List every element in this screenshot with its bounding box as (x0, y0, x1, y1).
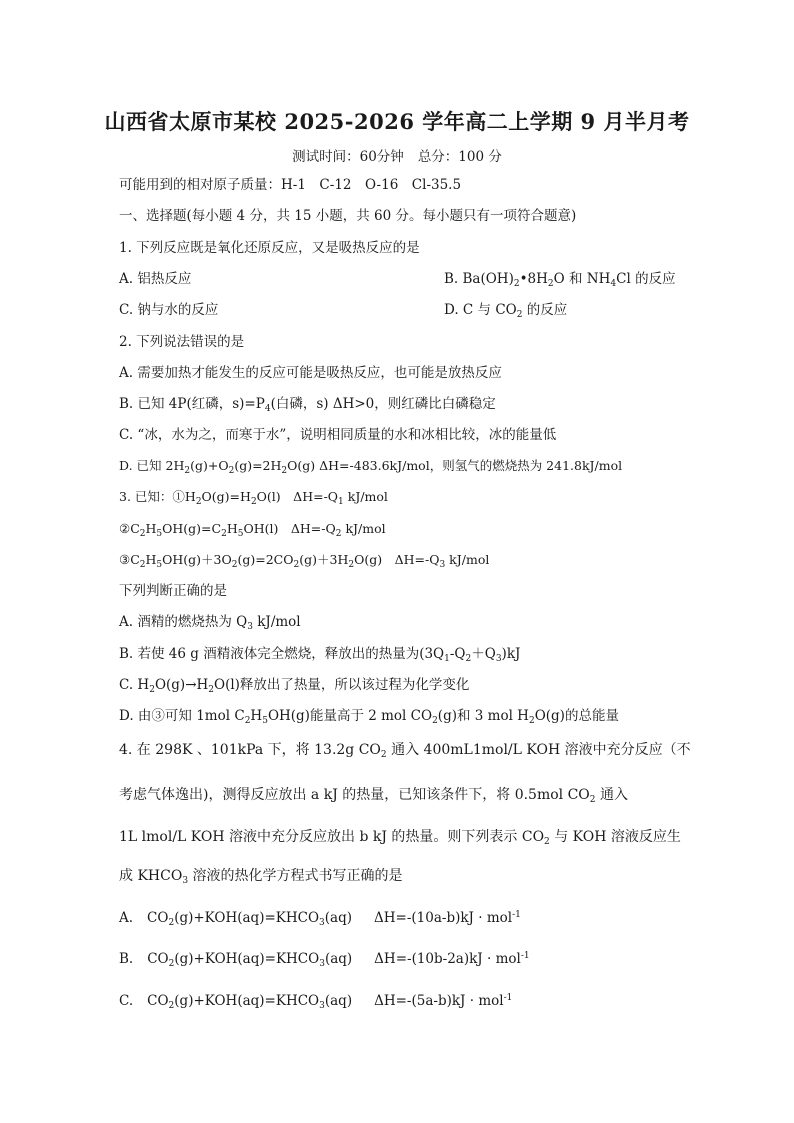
q3-option-a: A. 酒精的燃烧热为 $Q_3$ kJ/mol (119, 614, 301, 632)
q2-option-c: C. “冰，水为之，而寒于水”，说明相同质量的水和冰相比较，冰的能量低 (119, 427, 557, 443)
q3-option-d: D. 由③可知 1mol $C_2H_5OH(g)$能量高于 2 mol $CO_2(g)$和 3 mol $H_2O(g)$的总能量 (119, 708, 619, 726)
q2-option-a: A. 需要加热才能发生的反应可能是吸热反应，也可能是放热反应 (119, 365, 502, 381)
q1-option-a: A. 铝热反应 (119, 271, 192, 287)
atomic-masses: 可能用到的相对原子质量：H-1 C-12 O-16 Cl-35.5 (119, 177, 462, 193)
q2-option-b: B. 已知 4P(红磷，$s)=P_4$(白磷，s) ΔH>0，则红磷比白磷稳定 (119, 396, 496, 414)
score-label: 总分：100 分 (417, 149, 502, 165)
q3-given-1: 3. 已知：$①H_2O(g)=H_2O(l)$ $\Delta H=-Q_1$ kJ/mol (119, 489, 388, 507)
q3-stem: 下列判断正确的是 (119, 583, 227, 599)
time-label: 测试时间：60分钟 (292, 149, 404, 165)
q4-option-a: A. $CO_2(g)+KOH(aq)=KHCO_3(aq) \Delta H=-(10a-b)kJ \cdot mol^{-1}$ (119, 910, 521, 928)
exam-title: 山西省太原市某校 2025-2026 学年高二上学期 9 月半月考 (104, 109, 690, 134)
q1-option-c: C. 钠与水的反应 (119, 302, 219, 318)
q4-stem-line-4: 成 $KHCO_3$ 溶液的热化学方程式书写正确的是 (119, 868, 403, 886)
q3-given-2: $②C_2H_5OH(g)=C_2H_5OH(l)$ $\Delta H=-Q_2$ kJ/mol (119, 521, 386, 539)
q4-stem-line-1: 4. 在 298K 、101kPa 下，将 13.2g $CO_2$ 通入 400mL1mol/L KOH 溶液中充分反应（不 (119, 742, 691, 760)
q4-stem-line-2: 考虑气体逸出)，测得反应放出 a kJ 的热量，已知该条件下，将 0.5mol $CO_2$ 通入 (119, 787, 628, 805)
q3-option-b: B. 若使 46 g 酒精液体完全燃烧，释放出的热量为$(3Q_1-Q_2+Q_3)kJ$ (119, 646, 521, 664)
q2-stem: 2. 下列说法错误的是 (119, 334, 245, 350)
exam-info (0, 145, 794, 165)
q4-option-c: C. $CO_2(g)+KOH(aq)=KHCO_3(aq) \Delta H=-(5a-b)kJ \cdot mol^{-1}$ (119, 993, 513, 1011)
q1-option-d: D. C 与 $CO_2$ 的反应 (444, 302, 568, 320)
section-heading: 一、选择题(每小题 4 分，共 15 小题，共 60 分。每小题只有一项符合题意) (119, 208, 577, 224)
q1-option-b: B. $Ba(OH)_2•8H_2O$ 和 $NH_4Cl$ 的反应 (444, 271, 676, 289)
q3-option-c: C. $H_2O(g)\to H_2O(l)$释放出了热量，所以该过程为化学变化 (119, 677, 470, 695)
q4-option-b: B. $CO_2(g)+KOH(aq)=KHCO_3(aq) \Delta H=-(10b-2a)kJ \cdot mol^{-1}$ (119, 951, 530, 969)
q3-given-3: $③C_2H_5OH(g)+3O_2(g)=2CO_2(g)+3H_2O(g)$ $\Delta H=-Q_3$ kJ/mol (119, 552, 490, 570)
q1-stem: 1. 下列反应既是氧化还原反应，又是吸热反应的是 (119, 240, 420, 256)
q4-stem-line-3: 1L lmol/L KOH 溶液中充分反应放出 b kJ 的热量。则下列表示 $CO_2$ 与 KOH 溶液反应生 (119, 829, 681, 847)
q2-option-d: D. 已知 $2H_2(g)+O_2(g)=2H_2O(g)$ ΔH=-483.6kJ/mol，则氢气的燃烧热为 241.8kJ/mol (119, 458, 623, 476)
